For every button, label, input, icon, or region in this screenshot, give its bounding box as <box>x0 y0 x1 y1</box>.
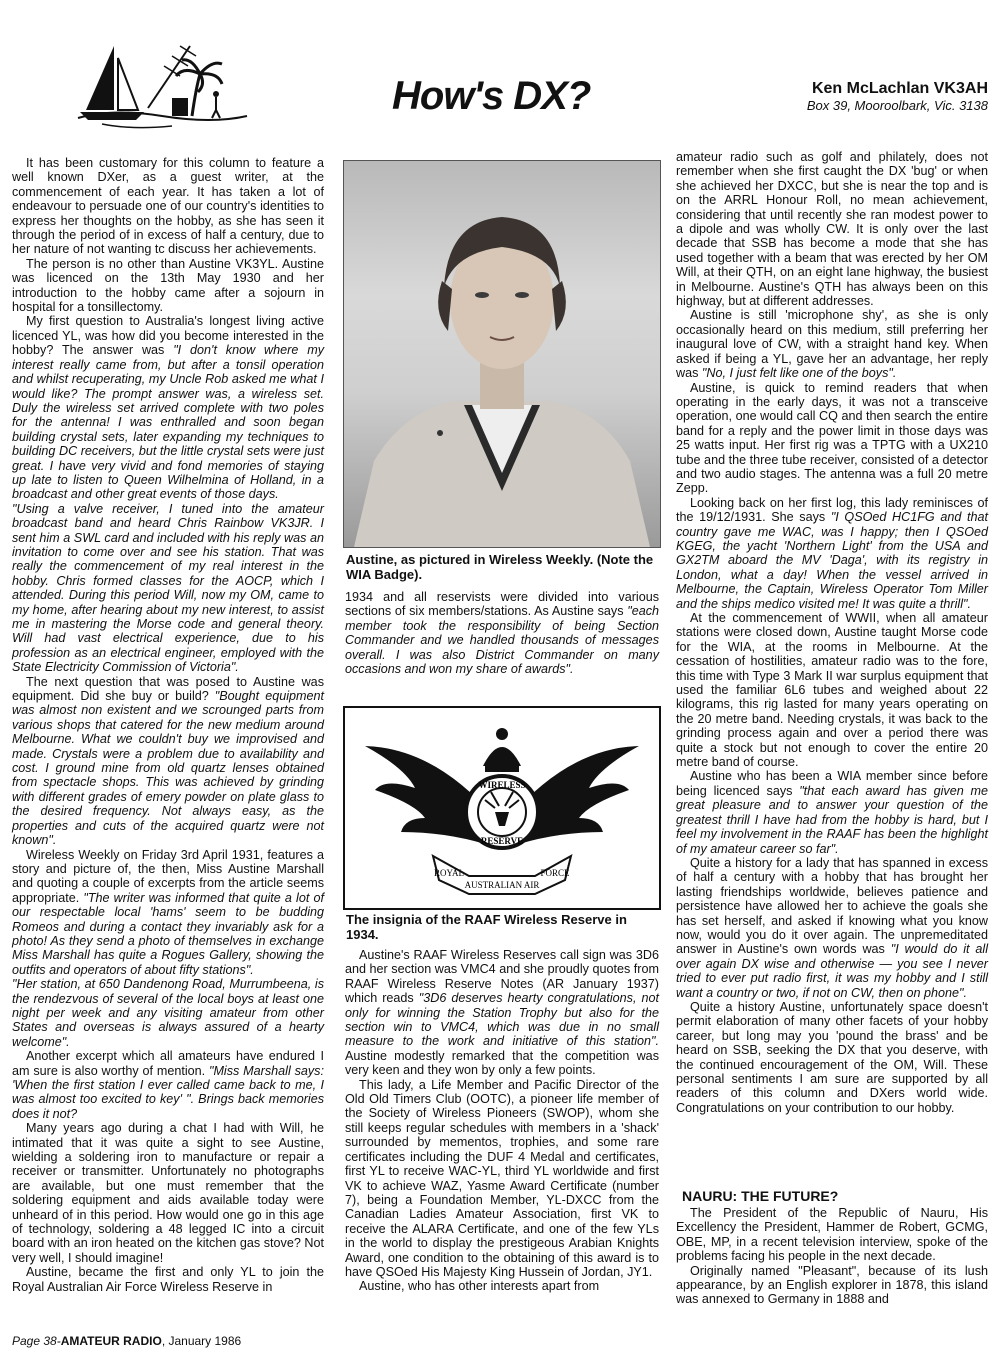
quote-run: "I would do it all over again DX wise and otherwise — you see I never tried to ever put radio first, it was my hobby and I still want a country or two, if not on CW, then on phone". <box>676 942 988 1000</box>
text-run: Austine's RAAF Wireless Reserves call sign was 3D6 and her section was VMC4 and she proudly quotes from RAAF Wireless Reserve Notes (AR January 1937) which reads <box>345 948 659 1006</box>
issue-date: , January 1986 <box>161 1334 242 1348</box>
col3-paragraph: Originally named "Pleasant", because of its lush appearance, by an English explorer in 1878, this island was annexed to Germany in 1888 and <box>676 1263 988 1307</box>
col3-paragraph: The President of the Republic of Nauru, His Excellency the President, Hammer de Robert, GCMG, OBE, MP, in a recent television interview, spoke of the problems facing his people in the next decade. <box>676 1206 988 1264</box>
col3-paragraph <box>676 308 988 380</box>
col1-paragraph: Austine, became the first and only YL to join the Royal Australian Air Force Wireless Reserve in <box>12 1265 324 1294</box>
text-run: Another excerpt which all amateurs have endured I am sure is also worthy of mention. <box>12 1049 324 1078</box>
photo-caption: Austine, as pictured in Wireless Weekly. (Note the WIA Badge). <box>346 552 654 582</box>
column-3-lower <box>676 1206 988 1307</box>
text-run: Looking back on her first log, this lady reminisces of the 19/12/1931. She says <box>676 495 988 525</box>
insignia-caption: The insignia of the RAAF Wireless Reserve in 1934. <box>346 912 627 942</box>
col1-paragraph <box>12 977 324 1049</box>
col3-paragraph: Quite a history Austine, unfortunately space doesn't permit elaboration of many other facets of your hobby career, but long may you 'pound the brass' and be heard on SSB, seeking the DX that you deserve, with the continued encouragement of the OM, Will. These personal sentiments I am sure are supported by all readers of this column and DXers world wide. Congratulations on your contribution to our hobby. <box>676 999 988 1115</box>
quote-run: "I QSOed HC1FG and that country gave me WAC, was I happy; then I QSOed KGEG, the yacht 'Northern Light' from the USA and GX2TM aboard the MV 'Daga', with its registry in London, what a day! When the vessel arrived in Melbourne, the Captain, Wireless Operator Tom Miller and the ships medico visited me! It was quite a thrill". <box>676 510 988 611</box>
raaf-wireless-reserve-insignia <box>345 708 659 908</box>
text-run: The next question that was posed to Austine was equipment. Did she buy or build? <box>12 674 324 704</box>
insignia-text-wireless: WIRELESS <box>478 780 526 790</box>
publication-name: AMATEUR RADIO <box>60 1334 162 1348</box>
col3-paragraph: amateur radio such as golf and philately, does not remember when she first caught the DX 'bug' or when she achieved her DXCC, but she is near the top and is on the ARRL Honour Roll, no mean achievement, considering that until recently she ran modest power to a dipole and was wholly CW. It is only over the last decade that SSB has become a mode that she has used together with a beam that was erected by her OM Will, at their QTH, on an eight lane highway, the busiest in Melbourne. Austine's QTH has always been on this highway, but at different addresses. <box>676 150 988 309</box>
author-name: Ken McLachlan VK3AH <box>811 80 988 97</box>
col1-paragraph: The person is no other than Austine VK3YL. Austine was licenced on the 13th May 1930 and her introduction to the hobby came after a sojourn in hospital for a tonsillectomy. <box>12 256 324 315</box>
author-address: Box 39, Mooroolbark, Vic. 3138 <box>806 98 988 113</box>
text-run: 1934 and all reservists were divided into various sections of six members/stations. As Austine says <box>345 590 659 619</box>
text-run: Austine who has been a WIA member since before being licenced says <box>676 769 988 798</box>
insignia-text-reserve: RESERVE <box>480 836 524 846</box>
col1-paragraph: It has been customary for this column to feature a well known DXer, as a guest writer, at the commencement of each year. It has taken a lot of endeavour to persuade one of our country's identities to express her thoughts on the hobby, as she has seen it through the period of in excess of half a century, due to her nature of not wanting tc discuss her achievements. <box>12 156 324 257</box>
quote-run: "Her station, at 650 Dandenong Road, Murrumbeena, is the rendezvous of several of the local boys at least one night per week and any visiting amateur from other States and overseas is always assured of a hearty welcome". <box>12 977 324 1049</box>
quote-run: "each member took the responsibility of being Section Commander and we handled thousands of messages overall. I was also District Commander on many occasions and won my share of awards". <box>345 604 659 677</box>
quote-run: "Miss Marshall says: 'When the first station I ever called came back to me, I was almost too excited to key' ". Brings back memories does it not? <box>12 1063 324 1121</box>
column-2-upper <box>345 590 659 676</box>
quote-run: "3D6 deserves hearty congratulations, not only for winning the Station Trophy but also for the section win to VMC4, which was due in no small measure to the work and initiative of this station". <box>345 991 660 1049</box>
col1-paragraph <box>12 1049 324 1121</box>
column-3 <box>676 150 988 1115</box>
text-run: Austine modestly remarked that the competition was very keen and they won by only a few points. <box>345 1048 659 1078</box>
col1-paragraph <box>12 675 324 848</box>
col3-paragraph <box>676 496 988 611</box>
quote-run: "Bought equipment was almost non existent and we scrounged parts from various shops that catered for the new medium around Melbourne. What we couldn't buy we improvised and made. Crystals were a problem due to availability and cost. I ground mine from old quartz lenses obtained from spectacle shops. This was achieved by grinding with different grades of emery powder on plate glass to the desired frequency. Not always easy, as the properties and cuts of the acquired quartz were not known". <box>12 689 325 848</box>
col2-paragraph: This lady, a Life Member and Pacific Director of the Old Old Timers Club (OOTC), a pioneer life member of the Society of Wireless Pioneers (SWOP), whom she still keeps regular schedules with members in a 'shack' surrounded by mementos, trophies, and some rare certificates including the DUF 4 Medal and certificates, first YL to receive WAC-YL, third YL worldwide and first VK to achieve WAZ, Yasme Award Certificate (number 7), being a Foundation Member, YL-DXCC from the Canadian Ladies Amateur Association, first VK to receive the ALARA Certificate, and one of the few YLs in the world to display the prestigeous Arabian Knights Award, one condition to the obtaining of this award is to have QSOed His Majesty King Hussein of Jordan, JY1. <box>345 1077 659 1279</box>
column-1 <box>12 156 324 1294</box>
column-2-lower <box>345 948 659 1294</box>
col1-paragraph <box>12 502 324 675</box>
page-footer <box>12 1334 241 1348</box>
insignia-text-australian-air: AUSTRALIAN AIR <box>464 880 540 890</box>
col1-paragraph: Many years ago during a chat I had with Will, he intimated that it was quite a sight to see Austine, wielding a soldering iron to manufacture or repair a receiver or transmitter. Unfortunately no photographs are available, but one must remember that the soldering equipment and aids available today were unheard of in this period. How would one go in this age of technology, soldering a 48 legged IC into a circuit board with an iron heated on the kitchen gas stove? Not very well, I should imagine! <box>12 1121 324 1265</box>
col2-paragraph: Austine, who has other interests apart from <box>359 1279 600 1294</box>
insignia-text-force: FORCE <box>540 868 570 878</box>
col3-paragraph <box>676 769 988 855</box>
quote-run: "that each award has given me great pleasure and to answer your question of the greatest thrill I have had from the hobby is hard, but I feel my involvement in the RAAF has been the highlight of my amateur career so far". <box>676 783 988 856</box>
section-heading: NAURU: THE FUTURE? <box>682 1188 839 1204</box>
text-run: My first question to Australia's longest living active licenced YL, was how did you become interested in the hobby? The answer was <box>12 314 324 358</box>
text-run: Wireless Weekly on Friday 3rd April 1931, features a story and picture of, the then, Miss Austine Marshall and quoting a couple of excerpts from the article seems appropriate. <box>12 847 324 905</box>
insignia-text-royal: ROYAL <box>433 868 465 878</box>
quote-run: "Using a valve receiver, I tuned into the amateur broadcast band and heard Chris Rainbow VK3JR. I sent him a SWL card and included with his reply was an invitation to come over and see his station. That was really the commencement of my real interest in the hobby. Chris formed classes for the AOCP, which I attended. During this period Will, now my OM, came to my home, after hearing about my new interest, to assist me in mastering the Morse code and general theory. Will had vast electrical experience, due to his profession as an electrical engineer, employed with the State Electricity Commission of Victoria". <box>12 501 324 675</box>
text-run: Quite a history for a lady that has spanned in excess of half a century with a hobby that has brought her lasting friendships worldwide, believes patience and persistence have allowed her to achieve the goals she has set herself, and asked if knowing what you know now, would you do it over again. The unpremeditated answer in Austine's own words was <box>676 855 988 957</box>
island-illustration <box>72 38 252 138</box>
col3-paragraph <box>676 856 988 1000</box>
col1-paragraph <box>12 314 324 501</box>
column-title: How's DX? <box>392 74 591 118</box>
quote-run: "No, I just felt like one of the boys". <box>701 366 897 381</box>
austine-portrait-photo <box>343 160 661 548</box>
col2-paragraph <box>345 948 659 1078</box>
quote-run: "I don't know where my interest really came from, but after a tonsil operation and whilst recuperating, my Uncle Rob asked me what I would like? The prompt answer was, a wireless set. Duly the wireless set arrived complete with two poles for the antenna! I was enthralled and soon began building crystal sets, later expanding my techniques to building DC receivers, but the little crystal sets were just great. I have very vivid and fond memories of staying up late to listen to Queen Wilhelmina of Holland, in a broadcast and other great events of those days. <box>12 343 324 502</box>
col3-paragraph: At the commencement of WWII, when all amateur stations were closed down, Austine taught Morse code for the WIA, at the rooms in Melbourne. At the cessation of hostilities, amateur radio was to the fore, this time with Type 3 Mark II war surplus equipment that used the familiar 6L6 tubes and weighed about 22 kilograms, this rig lasted for many years operating on the 20 metre band. Needing crystals, it was back to the grinding process again and over a period there was quite a stock but not enough to cover the entire 20 metre band of course. <box>676 611 988 770</box>
portrait-figure <box>344 161 660 547</box>
col3-paragraph: Austine, is quick to remind readers that when operating in the early days, it was not a transceive operation, one would call CQ and then search the entire band for a reply and the power limit in those days was 25 watts input. Her first rig was a TPTG with a UX210 tube and the three tube receiver, consisted of a detector and two audio stages. The antenna was a full 20 metre Zepp. <box>676 380 988 496</box>
text-run: Austine is still 'microphone shy', as she is only occasionally heard on this medium, still preferring her inaugural love of CW, with a straight hand key. When asked if being a YL, gave her an advantage, her reply was <box>676 308 988 381</box>
page-label: Page 38- <box>12 1334 61 1348</box>
raaf-insignia-box <box>343 706 661 910</box>
col1-paragraph <box>12 848 324 978</box>
quote-run: "The writer was informed that quite a lot of our respectable local 'hams' seem to be budding Romeos and during a contact they invariably ask for a photo! As they send a photo of themselves in exchange Miss Marshall has quite a Rogues Gallery, showing the outfits and operators of about fifty stations". <box>12 890 324 977</box>
col2-paragraph <box>345 590 659 676</box>
